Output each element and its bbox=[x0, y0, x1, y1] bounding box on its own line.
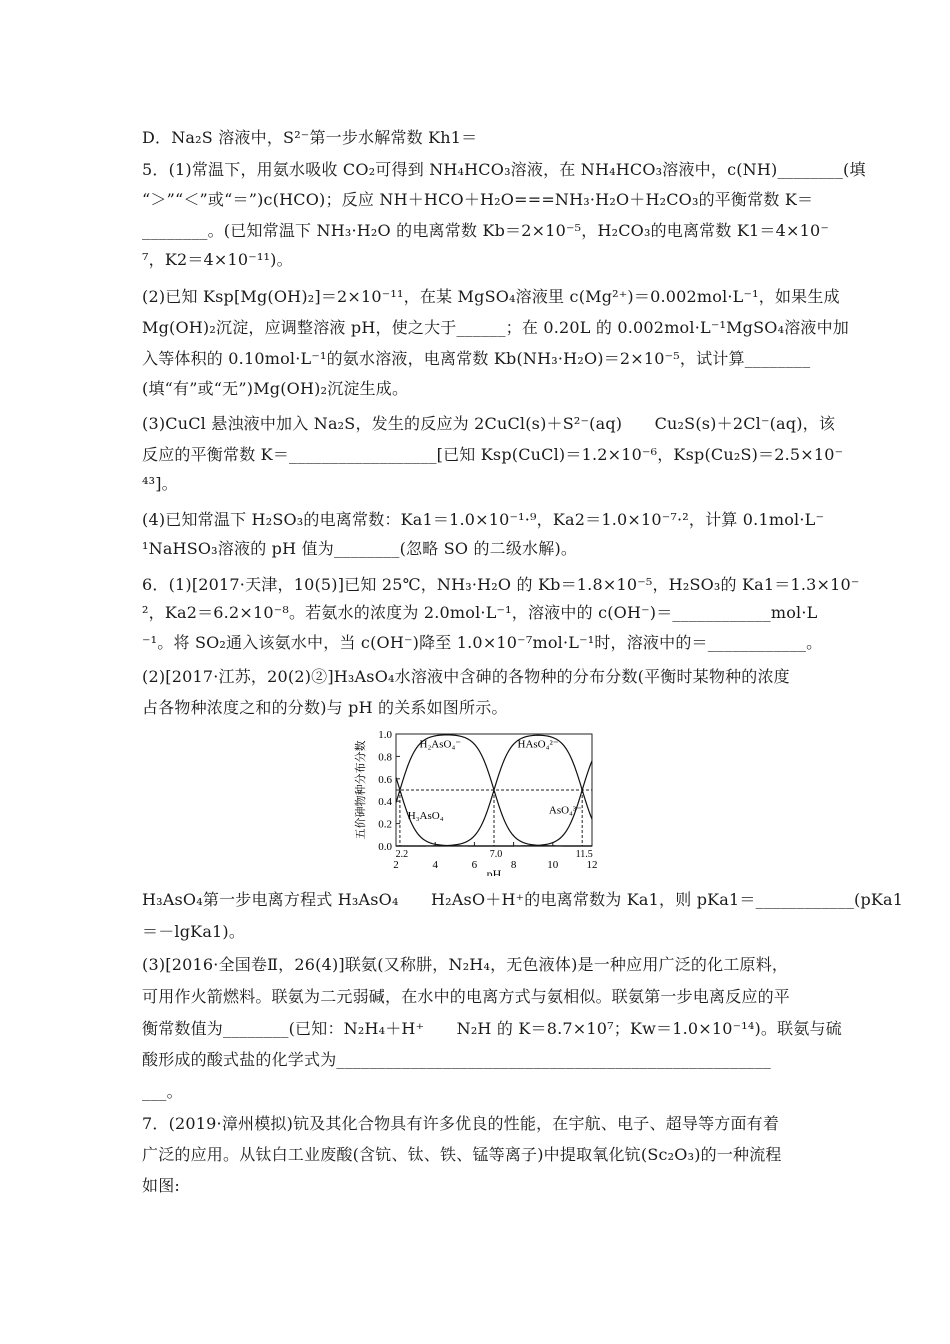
text-line: Mg(OH)₂沉淀，应调整溶液 pH，使之大于______；在 0.20L 的 0.002mol·L⁻¹MgSO₄溶液中加 bbox=[142, 318, 849, 337]
text-line: (2)已知 Ksp[Mg(OH)₂]＝2×10⁻¹¹，在某 MgSO₄溶液里 c(Mg²⁺)＝0.002mol·L⁻¹，如果生成 bbox=[142, 287, 840, 306]
x-tick-label: 8 bbox=[510, 859, 517, 871]
text-line: ＝－lgKa1)。 bbox=[142, 922, 246, 941]
text-line: ________。(已知常温下 NH₃·H₂O 的电离常数 Kb＝2×10⁻⁵，H₂CO₃的电离常数 K1＝4×10⁻ bbox=[142, 221, 829, 240]
y-tick-label: 0.2 bbox=[378, 818, 392, 831]
x-axis-label: pH bbox=[486, 867, 502, 876]
text-line: ⁷，K2＝4×10⁻¹¹)。 bbox=[142, 250, 293, 269]
y-tick-label: 0.4 bbox=[378, 796, 392, 809]
curve-aso4 bbox=[396, 761, 592, 846]
text-line: 衡常数值为________(已知：N₂H₄＋H⁺ N₂H 的 K＝8.7×10⁷；Kw＝1.0×10⁻¹⁴)。联氨与硫 bbox=[142, 1019, 842, 1038]
text-line: 6．(1)[2017·天津，10(5)]已知 25℃，NH₃·H₂O 的 Kb＝1.8×10⁻⁵，H₂SO₃的 Ka1＝1.3×10⁻ bbox=[142, 575, 860, 594]
text-line: ²，Ka2＝6.2×10⁻⁸。若氨水的浓度为 2.0mol·L⁻¹，溶液中的 c(OH⁻)＝____________mol·L bbox=[142, 603, 818, 622]
text-line: 占各物种浓度之和的分数)与 pH 的关系如图所示。 bbox=[142, 698, 508, 717]
text-line: (3)[2016·全国卷Ⅱ，26(4)]联氨(又称肼，N₂H₄，无色液体)是一种应用广泛的化工原料， bbox=[142, 955, 789, 974]
y-tick-label: 0.6 bbox=[378, 773, 392, 786]
text-line: (填“有”或“无”)Mg(OH)₂沉淀生成。 bbox=[142, 379, 409, 398]
text-line: ___。 bbox=[142, 1082, 183, 1101]
label-haso4: HAsO₄²⁻ bbox=[517, 738, 559, 751]
text-line: 如图: bbox=[142, 1176, 180, 1195]
label-h3aso4: H₃AsO₄ bbox=[407, 810, 444, 823]
pka-label: 11.5 bbox=[575, 849, 593, 860]
pka-label: 7.0 bbox=[489, 849, 503, 860]
x-tick-label: 10 bbox=[547, 859, 559, 871]
text-line: 可用作火箭燃料。联氨为二元弱碱，在水中的电离方式与氨相似。联氨第一步电离反应的平 bbox=[142, 987, 791, 1006]
text-line: 5．(1)常温下，用氨水吸收 CO₂可得到 NH₄HCO₃溶液，在 NH₄HCO₃溶液中，c(NH)________(填 bbox=[142, 160, 866, 179]
x-tick-label: 6 bbox=[471, 859, 478, 871]
text-line: 酸形成的酸式盐的化学式为_____________________________________________________ bbox=[142, 1050, 772, 1069]
curve-haso4 bbox=[396, 735, 592, 846]
text-line: ⁻¹。将 SO₂通入该氨水中，当 c(OH⁻)降至 1.0×10⁻⁷mol·L⁻¹时，溶液中的＝____________。 bbox=[142, 633, 823, 652]
label-aso4: AsO₄³⁻ bbox=[548, 804, 582, 817]
text-line: “＞”“＜”或“＝”)c(HCO)；反应 NH＋HCO＋H₂O===NH₃·H₂O＋H₂CO₃的平衡常数 K＝ bbox=[142, 190, 814, 209]
text-line: 7．(2019·漳州模拟)钪及其化合物具有许多优良的性能，在宇航、电子、超导等方面有着 bbox=[142, 1114, 780, 1133]
y-tick-label: 1.0 bbox=[378, 729, 392, 741]
x-tick-label: 12 bbox=[586, 859, 598, 871]
text-line: (4)已知常温下 H₂SO₃的电离常数：Ka1＝1.0×10⁻¹·⁹，Ka2＝1.0×10⁻⁷·²，计算 0.1mol·L⁻ bbox=[142, 510, 825, 529]
text-line: (2)[2017·江苏，20(2)②]H₃AsO₄水溶液中含砷的各物种的分布分数(平衡时某物种的浓度 bbox=[142, 667, 790, 686]
chart-svg bbox=[352, 726, 604, 876]
text-line: ¹NaHSO₃溶液的 pH 值为________(忽略 SO 的二级水解)。 bbox=[142, 539, 578, 558]
label-h2aso4: H₂AsO₄⁻ bbox=[419, 738, 462, 751]
text-line: D．Na₂S 溶液中，S²⁻第一步水解常数 Kh1＝ bbox=[142, 128, 478, 147]
y-tick-label: 0.8 bbox=[378, 751, 392, 764]
text-line: H₃AsO₄第一步电离方程式 H₃AsO₄ H₂AsO＋H⁺的电离常数为 Ka1，则 pKa1＝____________(pKa1 bbox=[142, 890, 904, 909]
text-line: (3)CuCl 悬浊液中加入 Na₂S，发生的反应为 2CuCl(s)＋S²⁻(aq) Cu₂S(s)＋2Cl⁻(aq)，该 bbox=[142, 414, 836, 433]
x-tick-label: 4 bbox=[432, 859, 438, 871]
text-line: 入等体积的 0.10mol·L⁻¹的氨水溶液，电离常数 Kb(NH₃·H₂O)＝2×10⁻⁵，试计算________ bbox=[142, 349, 811, 368]
y-axis-label: 五价砷物种分布分数 bbox=[355, 740, 367, 840]
text-line: 广泛的应用。从钛白工业废酸(含钪、钛、铁、锰等离子)中提取氧化钪(Sc₂O₃)的一种流程 bbox=[142, 1145, 782, 1164]
x-tick-label: 2 bbox=[393, 859, 399, 871]
distribution-chart bbox=[352, 726, 604, 876]
text-line: 反应的平衡常数 K＝__________________[已知 Ksp(CuCl)＝1.2×10⁻⁶，Ksp(Cu₂S)＝2.5×10⁻ bbox=[142, 445, 844, 464]
text-line: ⁴³]。 bbox=[142, 474, 178, 493]
y-tick-label: 0.0 bbox=[378, 841, 392, 853]
pka-label: 2.2 bbox=[395, 849, 409, 860]
